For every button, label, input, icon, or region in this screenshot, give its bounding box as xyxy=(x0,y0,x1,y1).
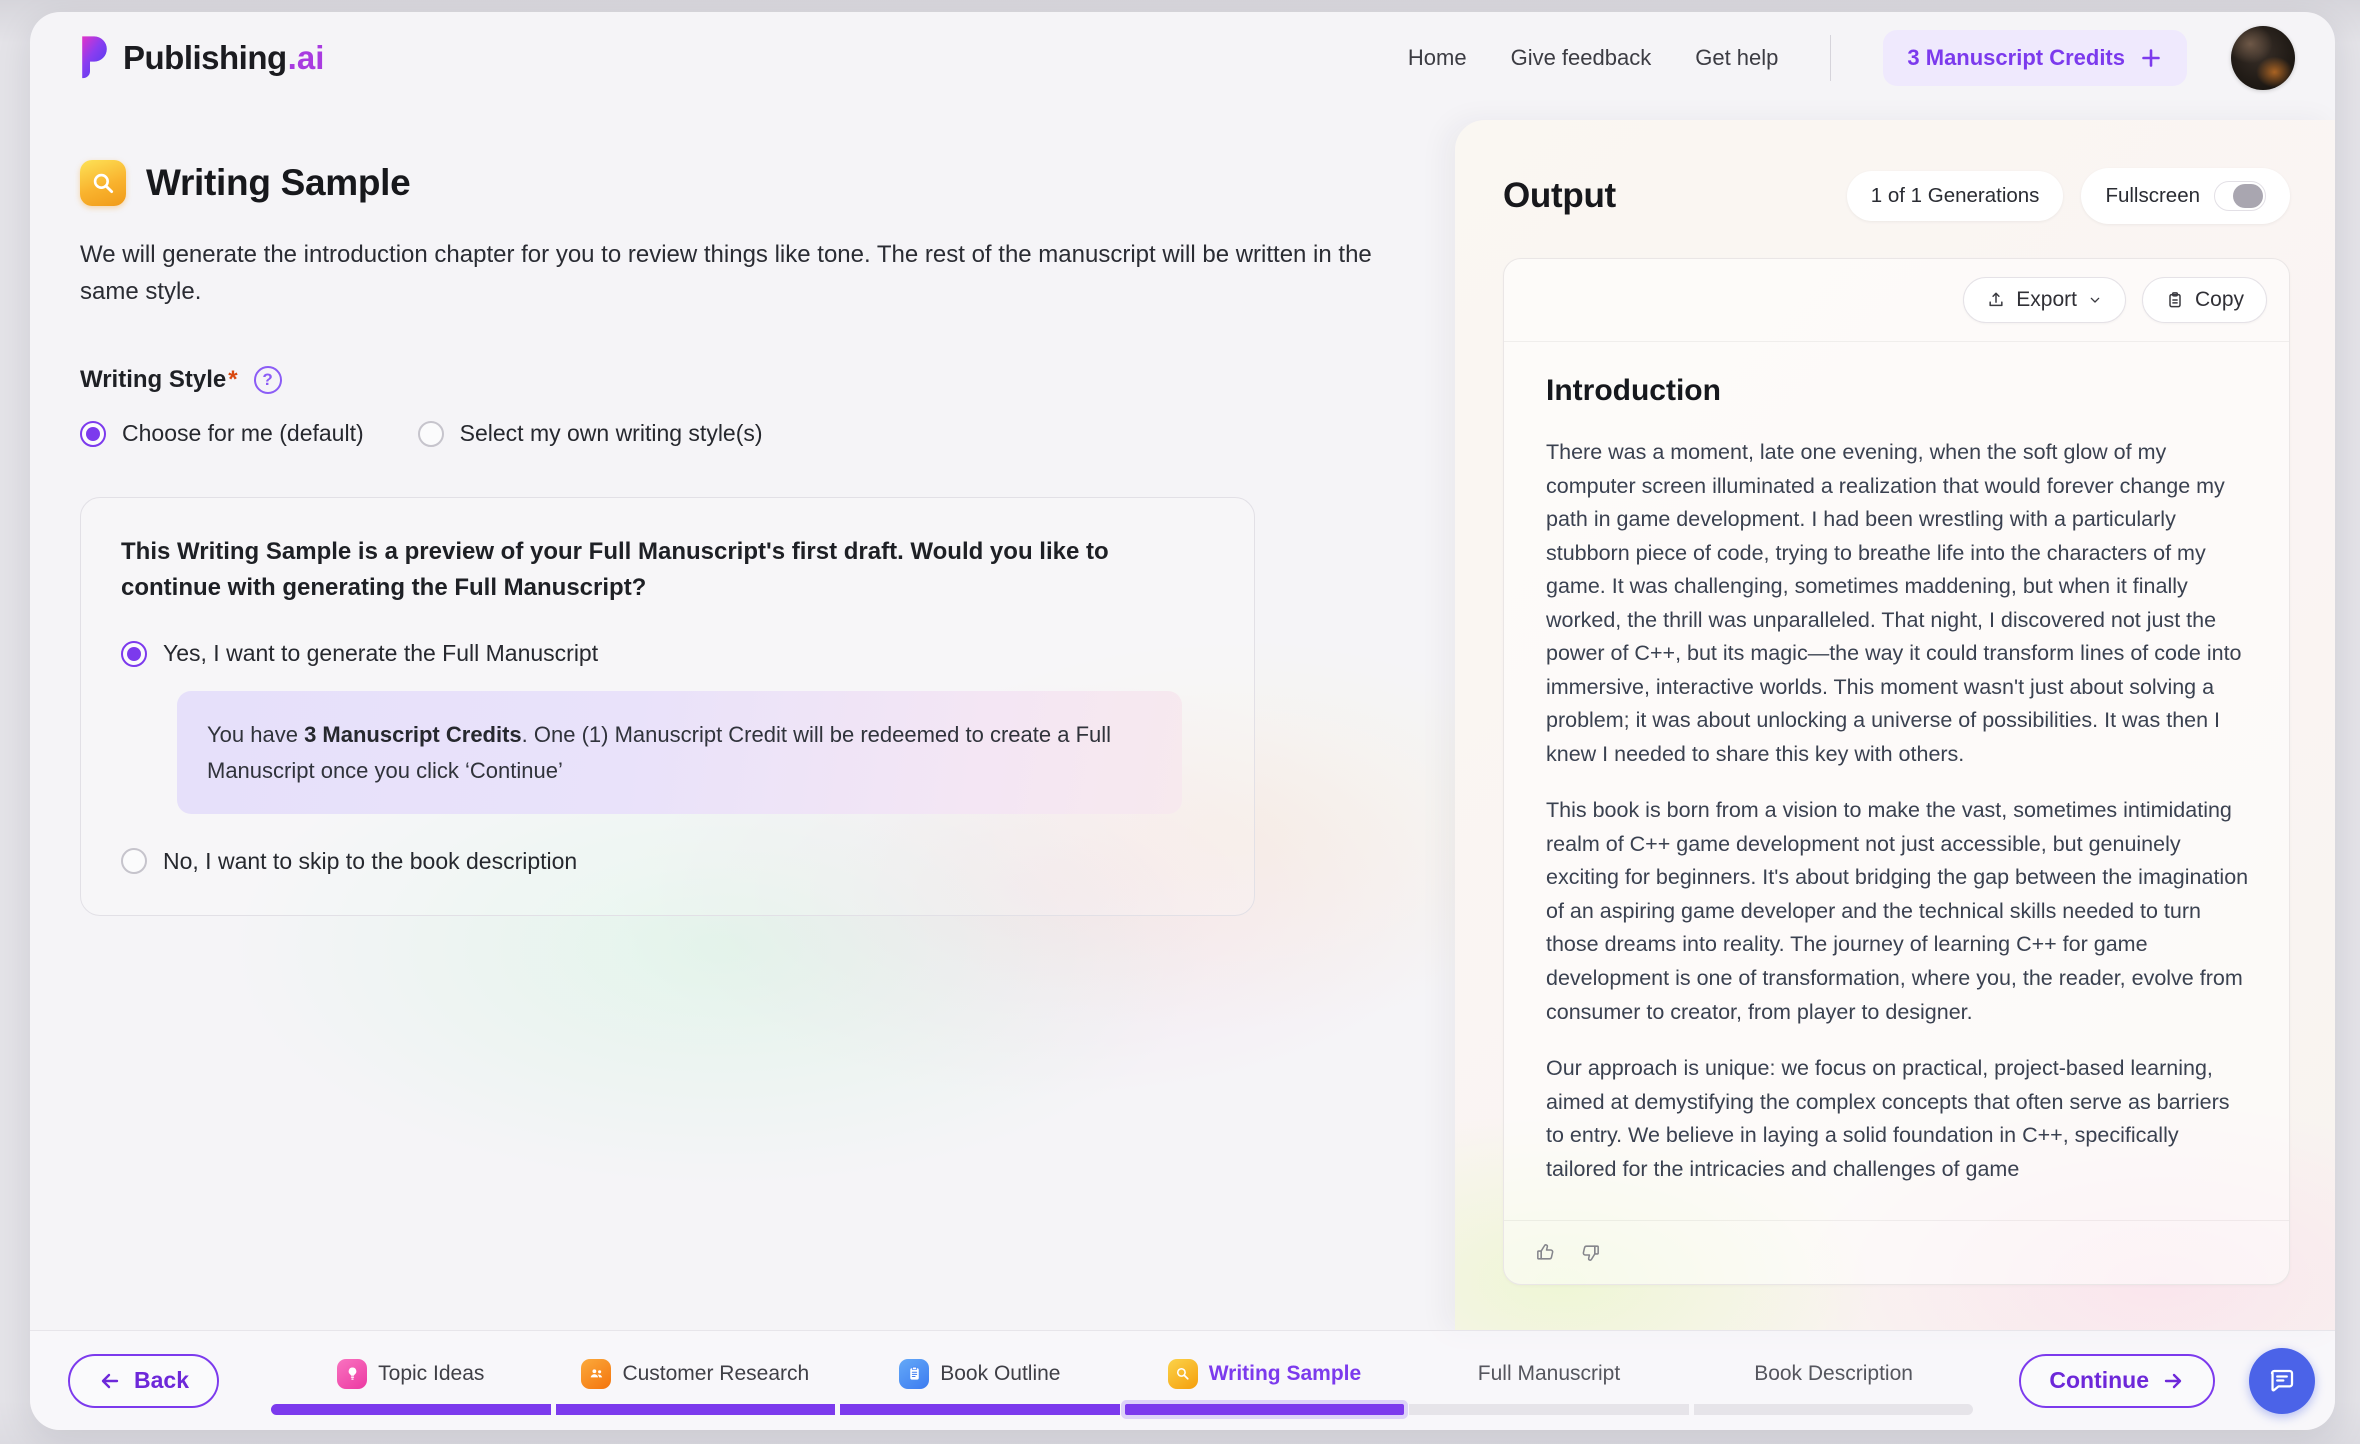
continue-button[interactable] xyxy=(2019,1354,2215,1408)
thumbs-up-icon xyxy=(1534,1241,1557,1264)
doc-paragraph: There was a moment, late one evening, when the soft glow of my computer screen illuminated a realization that would forever change my path in game development. I had been wrestling with a particularly stubborn piece of code, trying to breathe life into the characters of my game. It was challenging, sometimes maddening, but when it finally worked, the thrill was unparalleled. That night, I discovered not just the power of C++, but its magic—the way it could transform lines of code into immersive, interactive worlds. This moment wasn't just about solving a problem; it was about unlocking a universe of possibilities. It was then I knew I needed to share this key with others. xyxy=(1546,440,2242,766)
credit-note-bold: 3 Manuscript Credits xyxy=(304,722,522,748)
copy-button[interactable] xyxy=(2142,277,2267,323)
step-writing-sample[interactable] xyxy=(1125,1357,1405,1415)
radio-select-own-style-label: Select my own writing style(s) xyxy=(459,420,763,447)
output-document[interactable] xyxy=(1504,342,2289,1220)
progress-segment xyxy=(1694,1404,1974,1415)
step-label: Topic Ideas xyxy=(378,1361,485,1385)
fullscreen-toggle[interactable] xyxy=(2214,181,2266,211)
export-label: Export xyxy=(2016,288,2077,311)
export-button[interactable] xyxy=(1963,277,2126,323)
credits-button[interactable] xyxy=(1883,30,2187,86)
writing-sample-icon xyxy=(80,160,126,206)
fullscreen-label: Fullscreen xyxy=(2105,184,2200,207)
nav-home[interactable]: Home xyxy=(1407,45,1467,70)
progress-segment xyxy=(1409,1404,1689,1415)
page-title: Writing Sample xyxy=(146,162,411,203)
back-button[interactable] xyxy=(68,1354,219,1408)
thumbs-down-icon xyxy=(1579,1241,1602,1264)
progress-steps xyxy=(271,1357,1973,1415)
chat-icon xyxy=(2266,1365,2298,1397)
step-full-manuscript[interactable] xyxy=(1409,1357,1689,1415)
copy-icon xyxy=(2165,290,2185,310)
plus-icon xyxy=(2139,46,2163,70)
logo-wordmark: Publishing xyxy=(123,39,287,76)
radio-unselected-icon xyxy=(418,421,444,447)
generations-label: 1 of 1 Generations xyxy=(1870,184,2040,207)
radio-no-label: No, I want to skip to the book description xyxy=(163,847,578,874)
step-topic-ideas[interactable] xyxy=(271,1357,551,1415)
main-content xyxy=(30,104,2335,1330)
doc-paragraph: Our approach is unique: we focus on practical, project-based learning, aimed at demystifying the complex concepts that often serve as barriers to entry. We believe in laying a solid foundation in C++, specifically tailored for the intricacies and challenges of game xyxy=(1546,1056,2230,1181)
arrow-left-icon xyxy=(98,1369,122,1393)
full-manuscript-card xyxy=(80,497,1255,915)
feedback-bar xyxy=(1504,1220,2289,1284)
back-label: Back xyxy=(134,1367,189,1393)
step-label: Customer Research xyxy=(622,1361,810,1385)
step-customer-research[interactable] xyxy=(556,1357,836,1415)
arrow-right-icon xyxy=(2161,1369,2185,1393)
output-title: Output xyxy=(1503,176,1616,215)
output-card xyxy=(1503,258,2290,1285)
radio-choose-for-me-label: Choose for me (default) xyxy=(122,420,364,447)
radio-unselected-icon xyxy=(121,848,147,874)
step-label: Book Outline xyxy=(940,1361,1061,1385)
toggle-knob xyxy=(2233,184,2263,208)
writing-style-label: Writing Style* xyxy=(80,366,238,394)
radio-no-skip-description[interactable] xyxy=(121,848,1214,875)
radio-select-own-style[interactable] xyxy=(418,420,763,447)
header xyxy=(30,12,2335,104)
doc-heading: Introduction xyxy=(1546,374,1721,407)
chat-button[interactable] xyxy=(2249,1348,2315,1414)
doc-paragraph: This book is born from a vision to make the vast, sometimes intimidating realm of C++ game development not just accessible, but genuinely exciting for beginners. It's about bridging the gap between the imagination of an aspiring game developer and the technical skills needed to turn those dreams into reality. The journey of learning C++ for game development is one of transformation, where you, the reader, evolve from consumer to creator, from player to designer. xyxy=(1546,798,2249,1024)
avatar[interactable] xyxy=(2231,26,2295,90)
generations-pill[interactable] xyxy=(1847,171,2064,221)
lightbulb-icon xyxy=(337,1359,367,1389)
manuscript-question: This Writing Sample is a preview of your Full Manuscript's first draft. Would you like to continue with generating the Full Manuscript? xyxy=(121,538,1109,602)
credits-label: 3 Manuscript Credits xyxy=(1907,45,2125,70)
continue-label: Continue xyxy=(2049,1367,2149,1393)
header-nav xyxy=(1408,26,2295,90)
clipboard-icon xyxy=(899,1359,929,1389)
radio-selected-icon xyxy=(80,421,106,447)
credit-note: You have 3 Manuscript Credits. One (1) Manuscript Credit will be redeemed to create a Full Manuscript once you click ‘Continue’ xyxy=(177,691,1182,813)
footer xyxy=(30,1330,2335,1430)
step-book-outline[interactable] xyxy=(840,1357,1120,1415)
step-book-description[interactable] xyxy=(1694,1357,1974,1415)
export-icon xyxy=(1986,290,2006,310)
magnifier-icon xyxy=(1168,1359,1198,1389)
progress-segment xyxy=(271,1404,551,1415)
logo[interactable] xyxy=(75,34,324,82)
progress-segment xyxy=(840,1404,1120,1415)
required-mark: * xyxy=(228,366,238,394)
nav-get-help[interactable]: Get help xyxy=(1695,45,1779,70)
output-panel xyxy=(1455,120,2335,1330)
thumbs-down-button[interactable] xyxy=(1575,1237,1606,1268)
logo-suffix: .ai xyxy=(287,39,325,76)
people-icon xyxy=(581,1359,611,1389)
writing-sample-form xyxy=(30,104,1455,1330)
fullscreen-control[interactable] xyxy=(2081,168,2290,224)
radio-yes-generate-manuscript[interactable] xyxy=(121,640,1214,667)
radio-yes-label: Yes, I want to generate the Full Manuscript xyxy=(163,640,599,667)
step-label: Full Manuscript xyxy=(1477,1361,1621,1385)
nav-give-feedback[interactable]: Give feedback xyxy=(1510,45,1652,70)
radio-selected-icon xyxy=(121,641,147,667)
help-icon[interactable]: ? xyxy=(254,366,282,394)
page-description: We will generate the introduction chapter for you to review things like tone. The rest of the manuscript will be written in the same style. xyxy=(80,241,1372,306)
header-divider xyxy=(1830,35,1831,81)
app-window xyxy=(30,12,2335,1430)
step-label: Book Description xyxy=(1754,1361,1913,1385)
progress-segment xyxy=(1125,1404,1405,1415)
logo-icon xyxy=(75,34,111,82)
progress-segment xyxy=(556,1404,836,1415)
output-toolbar xyxy=(1504,259,2289,342)
thumbs-up-button[interactable] xyxy=(1530,1237,1561,1268)
chevron-down-icon xyxy=(2087,292,2103,308)
radio-choose-for-me[interactable] xyxy=(80,420,364,447)
step-label: Writing Sample xyxy=(1208,1361,1362,1385)
copy-label: Copy xyxy=(2194,288,2244,311)
